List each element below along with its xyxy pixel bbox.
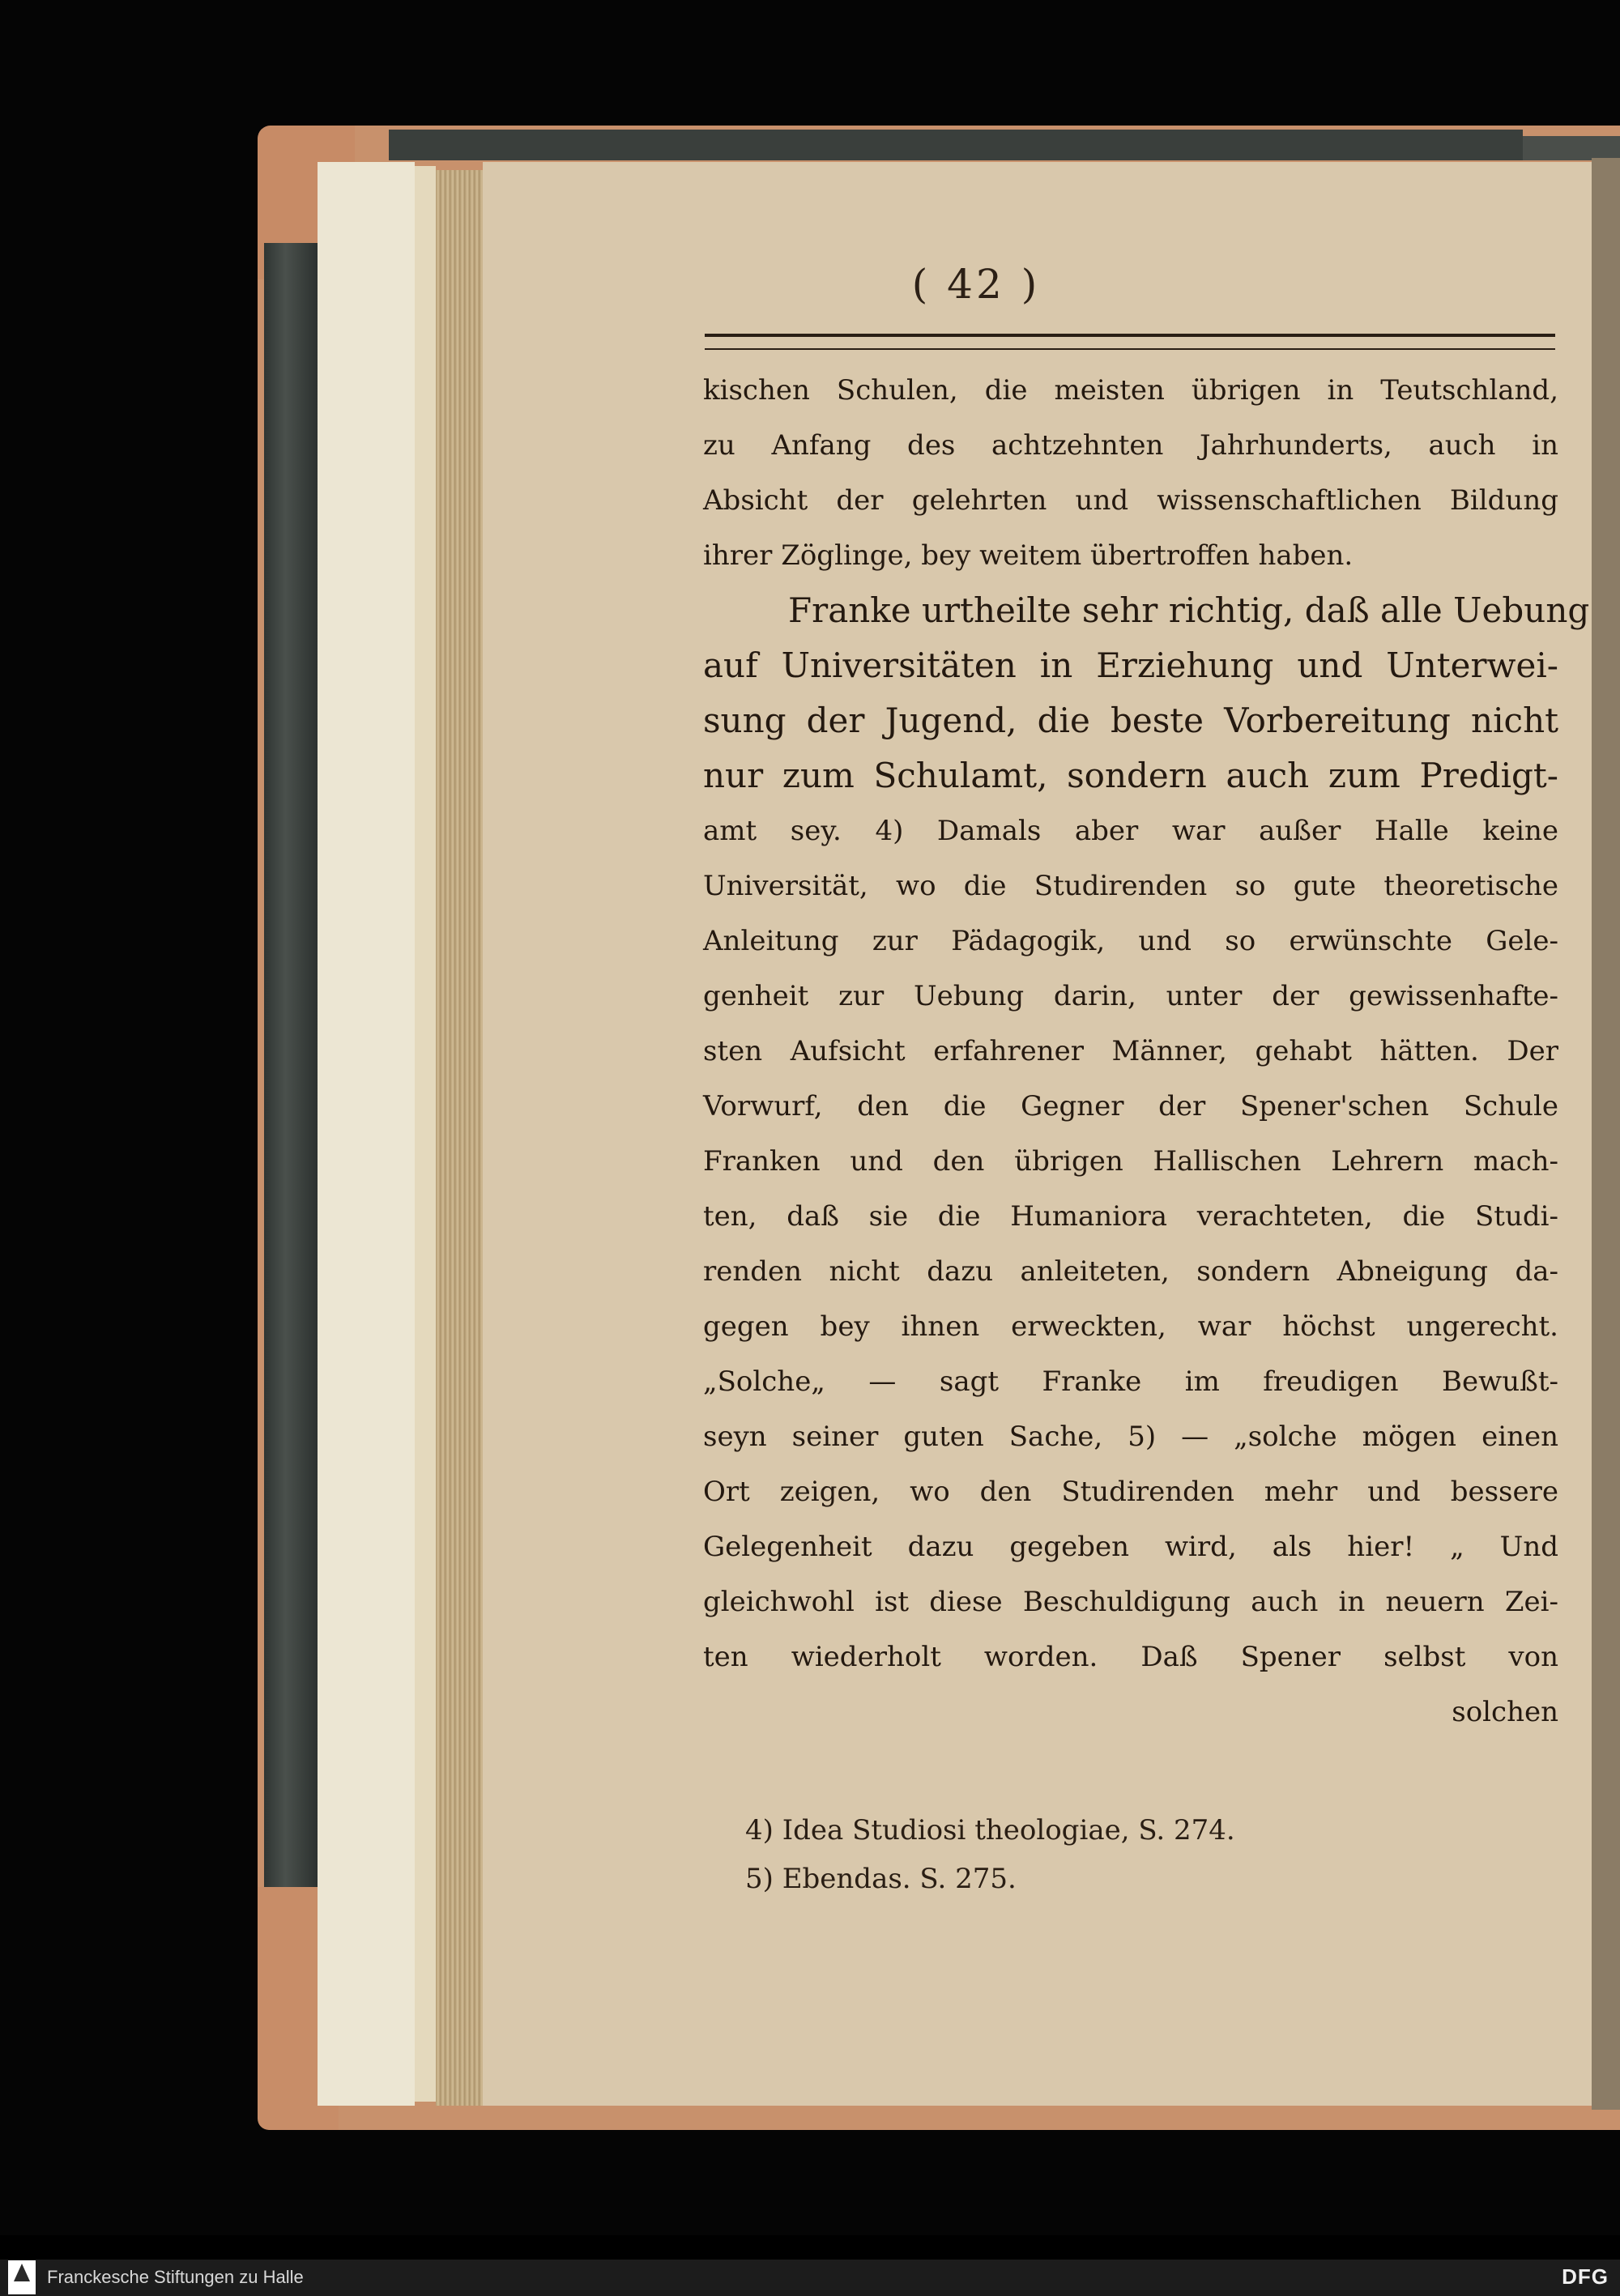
book-board-top [389, 130, 1523, 160]
text-line: „Solche„ — sagt Franke im freudigen Bewußt- [703, 1365, 1558, 1398]
catchword: solchen [1452, 1696, 1558, 1728]
text-line: Anleitung zur Pädagogik, und so erwünschte Gele- [703, 925, 1558, 957]
text-line: zu Anfang des achtzehnten Jahrhunderts, auch in [703, 429, 1558, 462]
body-text [703, 363, 1590, 1740]
book-board-left [264, 243, 318, 1887]
page-number: ( 42 ) [911, 261, 1041, 308]
text-line: kischen Schulen, die meisten übrigen in Teutschland, [703, 374, 1558, 407]
institution-name[interactable]: Franckesche Stiftungen zu Halle [47, 2267, 304, 2287]
text-line: seyn seiner guten Sache, 5) — „solche mögen einen [703, 1421, 1558, 1453]
footnotes [745, 1806, 1474, 1903]
text-line: Franke urtheilte sehr richtig, daß alle Uebung [788, 590, 1590, 630]
dfg-logo[interactable]: DFG [1562, 2264, 1609, 2289]
header-rule [705, 334, 1555, 350]
text-line: Vorwurf, den die Gegner der Spener'schen Schule [703, 1090, 1558, 1122]
text-line: sung der Jugend, die beste Vorbereitung nicht [703, 701, 1558, 740]
text-line: amt sey. 4) Damals aber war außer Halle keine [703, 815, 1558, 847]
flyleaf-edge [415, 166, 436, 2102]
footnote: 5) Ebendas. S. 275. [745, 1863, 1017, 1895]
flyleaf [318, 162, 415, 2106]
footnote: 4) Idea Studiosi theologiae, S. 274. [745, 1814, 1235, 1847]
text-line: ihrer Zöglinge, bey weitem übertroffen haben. [703, 539, 1354, 572]
page-gutter-shadow [1592, 158, 1620, 2110]
text-line: gegen bey ihnen erweckten, war höchst ungerecht. [703, 1310, 1558, 1343]
text-line: sten Aufsicht erfahrener Männer, gehabt hätten. Der [703, 1035, 1558, 1067]
text-line: auf Universitäten in Erziehung und Unterwei- [703, 645, 1558, 685]
text-line: Absicht der gelehrten und wissenschaftlichen Bildung [703, 484, 1558, 517]
text-line: Gelegenheit dazu gegeben wird, als hier! „ Und [703, 1531, 1558, 1563]
book-board-top-right [1523, 136, 1620, 160]
text-line: renden nicht dazu anleiteten, sondern Abneigung da- [703, 1255, 1558, 1288]
text-line: Ort zeigen, wo den Studirenden mehr und bessere [703, 1476, 1558, 1508]
text-line: gleichwohl ist diese Beschuldigung auch in neuern Zei- [703, 1586, 1558, 1618]
text-line: Franken und den übrigen Hallischen Lehrern mach- [703, 1145, 1558, 1178]
page-block-edges [436, 170, 483, 2106]
text-line: genheit zur Uebung darin, unter der gewissenhafte- [703, 980, 1558, 1012]
text-line: ten, daß sie die Humaniora verachteten, die Studi- [703, 1200, 1558, 1233]
text-line: nur zum Schulamt, sondern auch zum Predigt- [703, 756, 1558, 795]
text-line: ten wiederholt worden. Daß Spener selbst von [703, 1641, 1558, 1673]
text-line: Universität, wo die Studirenden so gute theoretische [703, 870, 1558, 902]
